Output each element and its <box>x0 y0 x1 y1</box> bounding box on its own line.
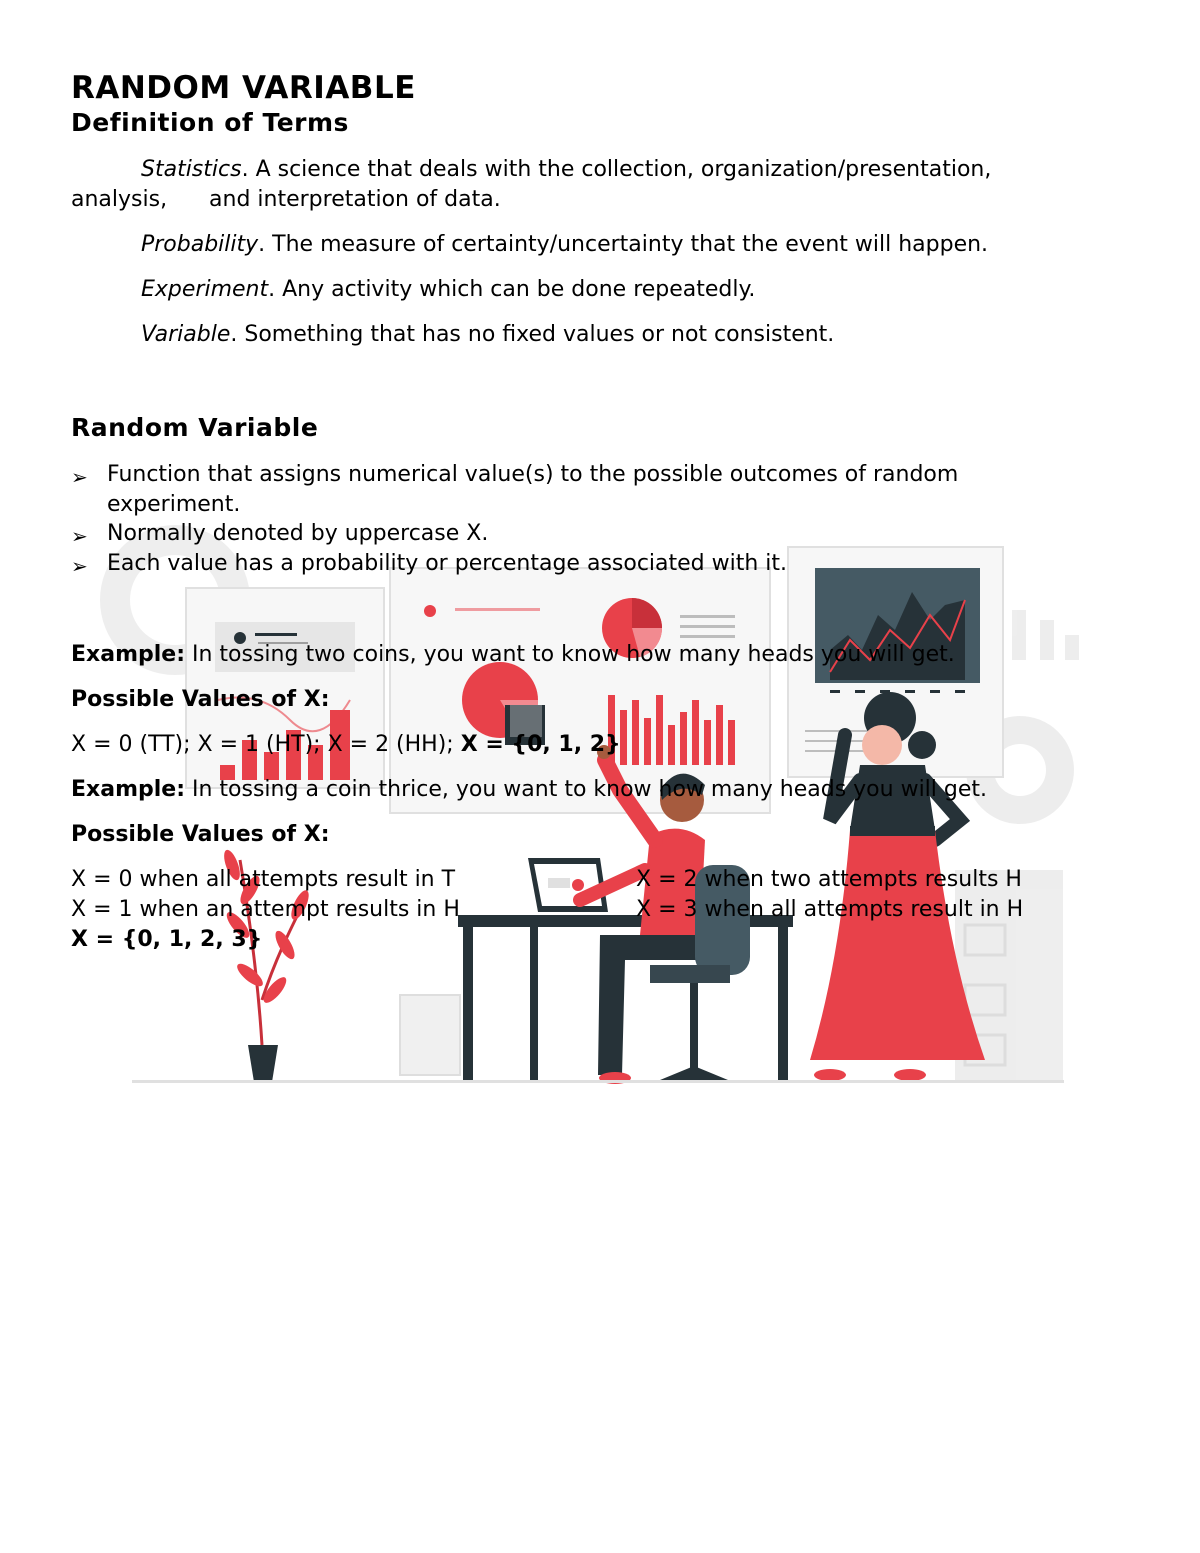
definition-statistics <box>141 157 991 182</box>
bullet-item-1: Function that assigns numerical value(s) to the possible outcomes of random <box>107 462 959 487</box>
definitions-heading: Definition of Terms <box>71 108 349 137</box>
statistics-text: . A science that deals with the collection, organization/presentation, <box>241 157 992 182</box>
example-1-text: In tossing two coins, you want to know how many heads you will get. <box>185 642 955 667</box>
example-1-values-set: X = {0, 1, 2} <box>460 732 621 757</box>
example-2-values-set: X = {0, 1, 2, 3} <box>71 927 263 952</box>
statistics-text-continued: analysis, and interpretation of data. <box>71 187 501 212</box>
definition-variable <box>141 322 834 347</box>
possible-values-label-2: Possible Values of X: <box>71 822 330 847</box>
term-variable: Variable <box>141 322 231 347</box>
example-2-value-1: X = 1 when an attempt results in H <box>71 897 460 922</box>
page-title: RANDOM VARIABLE <box>71 70 416 106</box>
example-2-text: In tossing a coin thrice, you want to know how many heads you will get. <box>185 777 988 802</box>
bullet-item-2: Normally denoted by uppercase X. <box>107 521 489 546</box>
example-2-value-0: X = 0 when all attempts result in T <box>71 867 456 892</box>
example-2-value-2: X = 2 when two attempts results H <box>636 867 1022 892</box>
probability-text: . The measure of certainty/uncertainty that the event will happen. <box>258 232 989 257</box>
bullet-arrow-icon: ➢ <box>71 554 88 578</box>
example-2 <box>71 777 987 802</box>
definition-experiment <box>141 277 755 302</box>
variable-text: . Something that has no fixed values or not consistent. <box>230 322 835 347</box>
bullet-item-1-cont: experiment. <box>107 492 241 517</box>
example-1 <box>71 642 955 667</box>
term-experiment: Experiment <box>141 277 269 302</box>
possible-values-label-1: Possible Values of X: <box>71 687 330 712</box>
example-1-label: Example: <box>71 642 185 667</box>
bullet-arrow-icon: ➢ <box>71 524 88 548</box>
bullet-item-3: Each value has a probability or percentage associated with it. <box>107 551 788 576</box>
term-probability: Probability <box>141 232 259 257</box>
term-statistics: Statistics <box>141 157 242 182</box>
example-1-values <box>71 732 621 757</box>
bullet-arrow-icon: ➢ <box>71 465 88 489</box>
example-2-label: Example: <box>71 777 185 802</box>
example-2-value-3: X = 3 when all attempts result in H <box>636 897 1024 922</box>
random-variable-heading: Random Variable <box>71 413 319 442</box>
experiment-text: . Any activity which can be done repeatedly. <box>268 277 756 302</box>
definition-probability <box>141 232 988 257</box>
example-1-values-text: X = 0 (TT); X = 1 (HT); X = 2 (HH); <box>71 732 461 757</box>
